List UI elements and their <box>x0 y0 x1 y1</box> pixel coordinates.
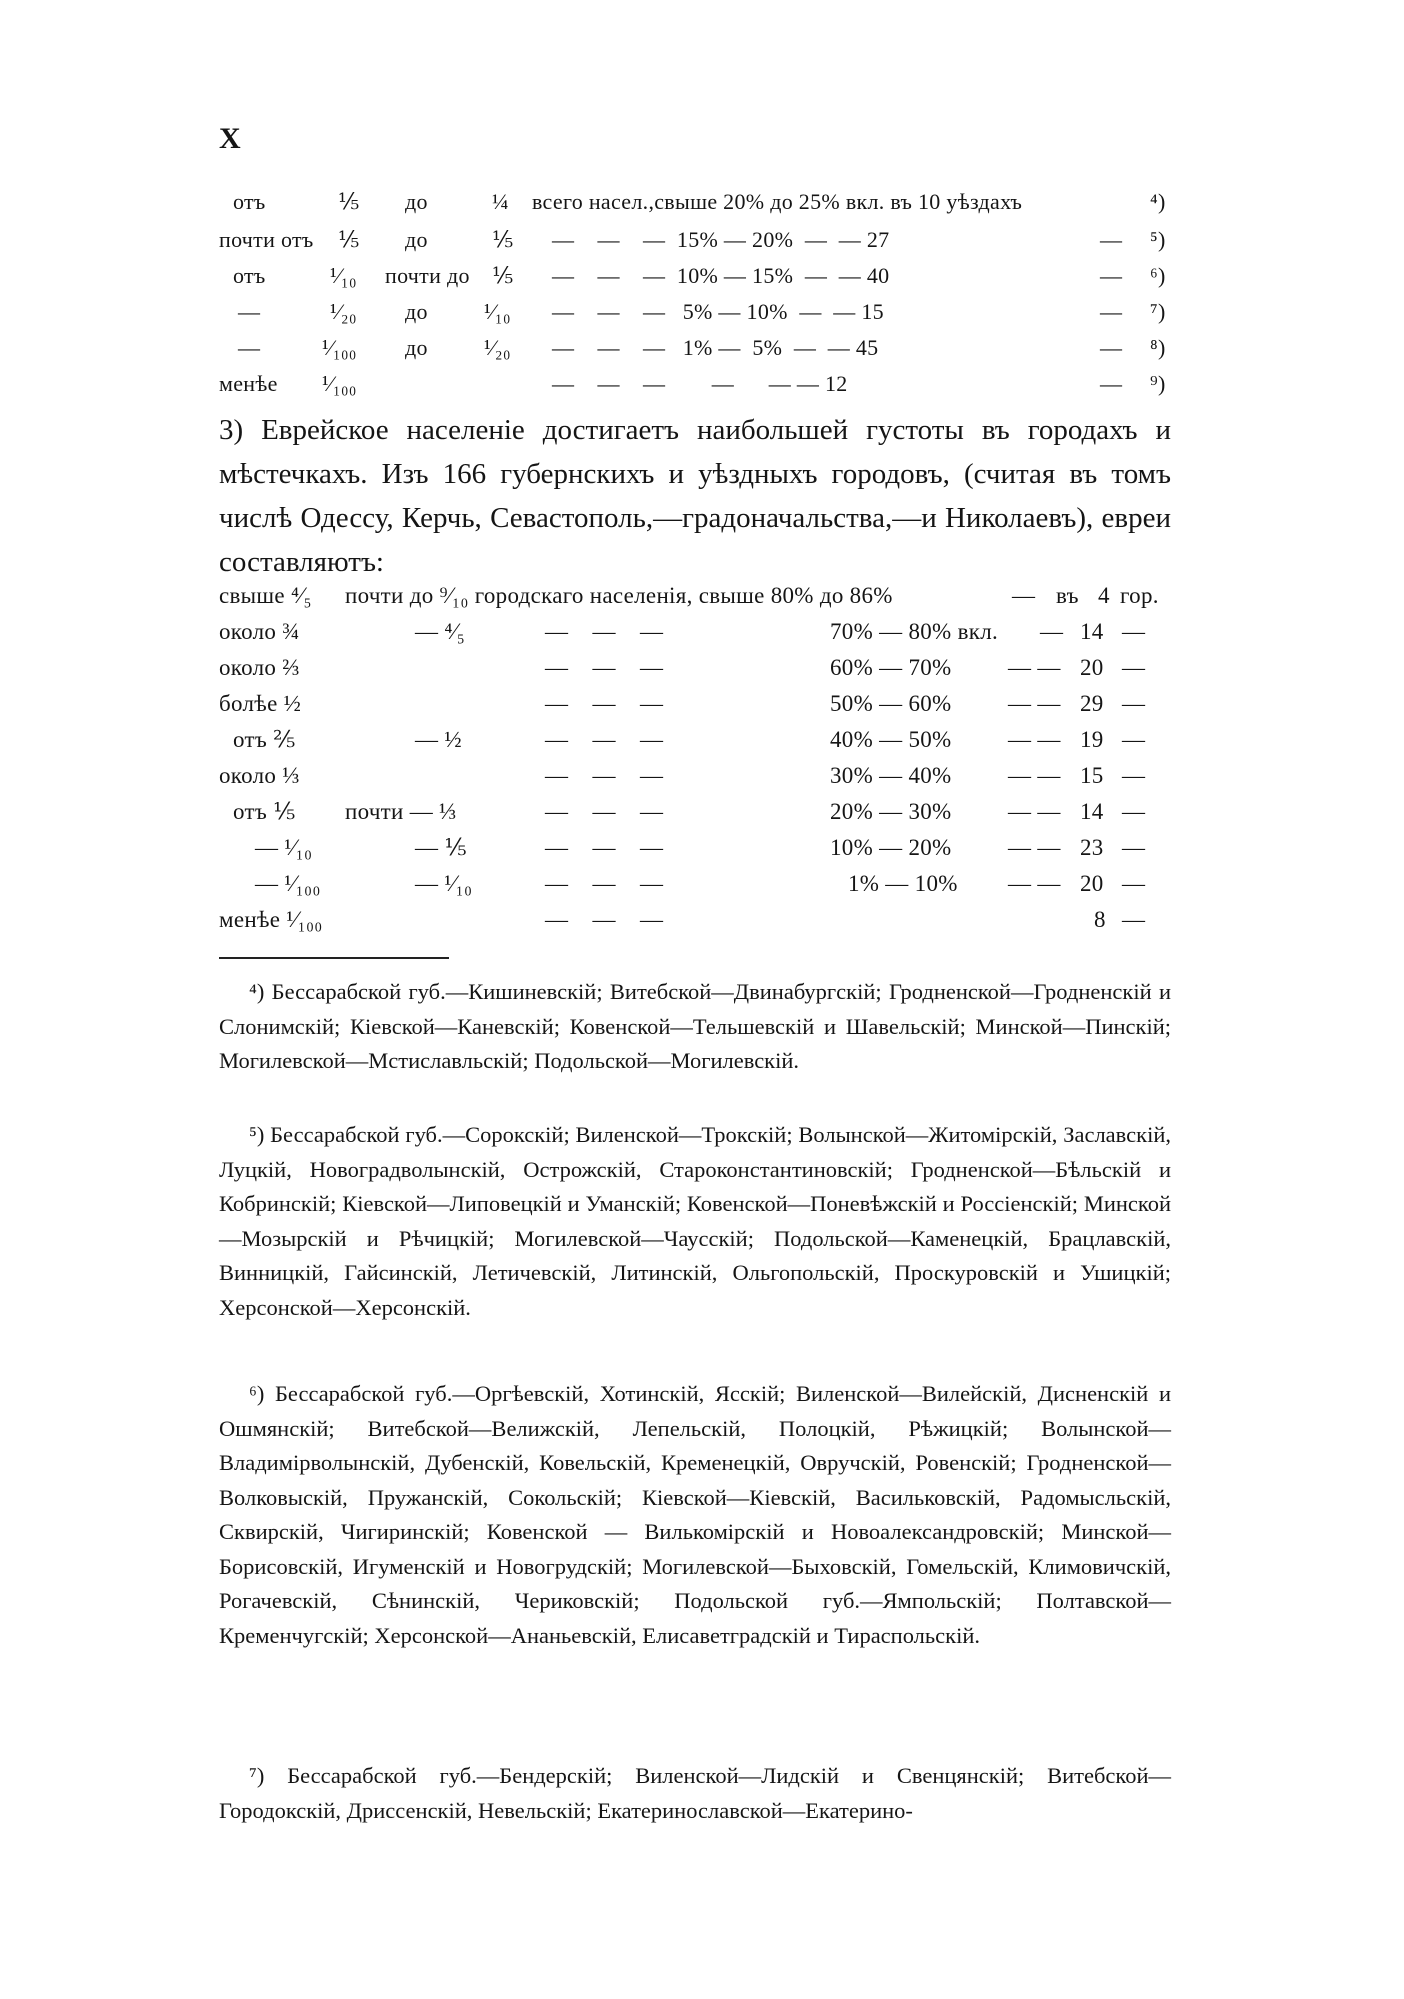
cell: до <box>405 299 428 324</box>
cell: около ¾ <box>219 619 300 644</box>
table-row <box>0 866 1404 902</box>
cell: ¹⁄₁₀₀ <box>322 335 357 360</box>
footnote-mark: ⁵) <box>249 1122 265 1147</box>
cell: 20% — 30% <box>830 799 952 824</box>
cell: 30% — 40% <box>830 763 952 788</box>
cell: — — — <box>545 799 664 824</box>
table-row <box>0 722 1404 758</box>
cell: — — <box>1008 727 1061 752</box>
cell: — — — 5% — 10% — — 15 <box>552 299 884 324</box>
cell: — — — <box>545 871 664 896</box>
cell: 14 <box>1080 619 1104 644</box>
cell: 40% — 50% <box>830 727 952 752</box>
table-row <box>0 650 1404 686</box>
cell: — <box>1122 763 1146 788</box>
cell: ⁵) <box>1150 227 1166 252</box>
cell: ⅕ <box>338 227 360 252</box>
cell: 29 <box>1080 691 1104 716</box>
footnote-5 <box>219 1118 1171 1325</box>
cell: ⅕ <box>492 263 514 288</box>
footnote-divider <box>219 957 449 959</box>
cell: менѣе ¹⁄₁₀₀ <box>219 907 323 932</box>
cell: — <box>1100 371 1123 396</box>
cell: — <box>1122 619 1146 644</box>
table-row <box>0 578 1404 614</box>
cell: — — — 15% — 20% — — 27 <box>552 227 890 252</box>
cell: — <box>1012 583 1036 608</box>
cell: — — <box>1008 691 1061 716</box>
cell: — <box>1100 335 1123 360</box>
cell: 15 <box>1080 763 1104 788</box>
cell: — ¹⁄₁₀ <box>415 871 473 896</box>
cell: — — <box>1008 655 1061 680</box>
cell: ⅕ <box>492 227 514 252</box>
cell: отъ <box>233 263 266 288</box>
cell: почти — ⅓ <box>345 799 457 824</box>
cell: 8 <box>1094 907 1106 932</box>
cell: болѣе ½ <box>219 691 302 716</box>
cell: отъ ⅖ <box>233 727 296 752</box>
cell: — <box>1100 263 1123 288</box>
cell: — — — 1% — 5% — — 45 <box>552 335 879 360</box>
cell: — — — — — — 12 <box>552 371 848 396</box>
cell: почти отъ <box>219 227 314 252</box>
table-row <box>0 184 1404 220</box>
cell: — <box>1122 799 1146 824</box>
cell: — <box>1122 655 1146 680</box>
cell: до <box>405 335 428 360</box>
cell: — — — 10% — 15% — — 40 <box>552 263 890 288</box>
footnote-text: Бессарабской губ.—Сорокскій; Виленской—Трокскій; Волынской—Житомірскій, Заславскій, Луцкій, Новоградволынскій, Острожскій, Староконстантиновскій; Гродненской—Бѣльскій и Кобринскій; Кіевской—Липовецкій и Уманскій; Ковенской—Поневѣжскій и Россіенскій; Минской—Мозырскій и Рѣчицкій; Могилевской—Чаусскій; Подольской—Каменецкій, Брацлавскій, Винницкій, Гайсинскій, Летичевскій, Литинскій, Ольгопольскій, Проскуровскій и Ушицкій; Херсонской—Херсонскій. <box>219 1122 1171 1320</box>
footnote-text: Бессарабской губ.—Бендерскій; Виленской—Лидскій и Свенцянскій; Витебской—Городокскій, Дриссенскій, Невельскій; Екатеринославской—Екатерино- <box>219 1763 1172 1823</box>
cell: — ⁴⁄₅ <box>415 619 466 644</box>
cell: — <box>1040 619 1064 644</box>
cell: ¹⁄₂₀ <box>330 299 357 324</box>
cell: — — <box>1008 799 1061 824</box>
table-row <box>0 794 1404 830</box>
table-row <box>0 222 1404 258</box>
footnote-text: Бессарабской губ.—Кишиневскій; Витебской—Двинабургскій; Гродненской—Гродненскій и Слонимскій; Кіевской—Каневскій; Ковенской—Тельшевскій и Шавельскій; Минской—Пинскій; Могилевской—Мстиславльскій; Подольской—Могилевскій. <box>219 979 1171 1073</box>
cell: ¹⁄₁₀₀ <box>322 371 357 396</box>
cell: отъ <box>233 189 266 214</box>
table-row <box>0 902 1404 938</box>
section-paragraph <box>219 408 1171 584</box>
cell: свыше ⁴⁄₅ <box>219 583 312 608</box>
cell: ⁹) <box>1150 371 1166 396</box>
cell: — — — <box>545 907 664 932</box>
cell: до <box>405 189 428 214</box>
cell: ¹⁄₁₀ <box>330 263 357 288</box>
cell: — <box>1122 871 1146 896</box>
cell: — — — <box>545 763 664 788</box>
table-row <box>0 686 1404 722</box>
cell: — — — <box>545 691 664 716</box>
footnote-6 <box>219 1377 1171 1653</box>
cell: — — <box>1008 835 1061 860</box>
paragraph-text: 3) Еврейское населеніе достигаетъ наибольшей густоты въ городахъ и мѣстечкахъ. Изъ 166 губернскихъ и уѣздныхъ городовъ, (считая въ томъ числѣ Одессу, Керчь, Севастополь,—градоначальства,—и Николаевъ), евреи составляютъ: <box>219 414 1171 578</box>
cell: — ¹⁄₁₀ <box>255 835 313 860</box>
cell: — <box>1100 299 1123 324</box>
table-row <box>0 258 1404 294</box>
cell: всего насел.,свыше 20% до 25% вкл. въ 10 уѣздахъ <box>532 189 1023 214</box>
cell: 14 <box>1080 799 1104 824</box>
cell: ⅕ <box>338 189 360 214</box>
footnote-4 <box>219 975 1171 1079</box>
cell: — — <box>1008 871 1061 896</box>
cell: — — — <box>545 655 664 680</box>
cell: ⁴) <box>1150 189 1166 214</box>
cell: — — — <box>545 835 664 860</box>
cell: 19 <box>1080 727 1104 752</box>
cell: — <box>238 299 261 324</box>
cell: около ⅓ <box>219 763 300 788</box>
cell: 1% — 10% <box>848 871 958 896</box>
cell: — — — <box>545 619 664 644</box>
table-row <box>0 366 1404 402</box>
cell: въ <box>1056 583 1079 608</box>
cell: — <box>1100 227 1123 252</box>
cell: до <box>405 227 428 252</box>
table-row <box>0 614 1404 650</box>
footnote-text: Бессарабской губ.—Оргѣевскій, Хотинскій, Ясскій; Виленской—Вилейскій, Дисненскій и Ошмянскій; Витебской—Велижскій, Лепельскій, Полоцкій, Рѣжицкій; Волынской—Владимірволынскій, Дубенскій, Ковельскій, Кременецкій, Овручскій, Ровенскій; Гродненской—Волковыскій, Пружанскій, Сокольскій; Кіевской—Кіевскій, Васильковскій, Радомысльскій, Сквирскій, Чигиринскій; Ковенской — Вилькомірскій и Новоалександровскій; Минской—Борисовскій, Игуменскій и Новогрудскій; Могилевской—Быховскій, Гомельскій, Климовичскій, Рогачевскій, Сѣнинскій, Чериковскій; Подольской губ.—Ямпольскій; Полтавской—Кременчугскій; Херсонской—Ананьевскій, Елисаветградскій и Тираспольскій. <box>219 1381 1171 1648</box>
cell: ⁶) <box>1150 263 1166 288</box>
cell: гор. <box>1120 583 1159 608</box>
table-row <box>0 758 1404 794</box>
cell: 60% — 70% <box>830 655 952 680</box>
cell: — <box>238 335 261 360</box>
cell: — — <box>1008 763 1061 788</box>
cell: 50% — 60% <box>830 691 952 716</box>
cell: — <box>1122 835 1146 860</box>
cell: ¼ <box>492 189 509 214</box>
table-row <box>0 830 1404 866</box>
cell: — ⅕ <box>415 835 467 860</box>
cell: 23 <box>1080 835 1104 860</box>
footnote-mark: ⁶) <box>249 1381 265 1406</box>
cell: 70% — 80% вкл. <box>830 619 999 644</box>
page-number: X <box>219 122 241 155</box>
cell: 20 <box>1080 871 1104 896</box>
cell: ⁷) <box>1150 299 1166 324</box>
cell: ¹⁄₁₀ <box>484 299 511 324</box>
cell: отъ ⅕ <box>233 799 296 824</box>
cell: — <box>1122 727 1146 752</box>
cell: — — — <box>545 727 664 752</box>
cell: почти до ⁹⁄₁₀ городскаго населенія, свыше 80% до 86% <box>345 583 893 608</box>
cell: — <box>1122 907 1146 932</box>
cell: 20 <box>1080 655 1104 680</box>
cell: — <box>1122 691 1146 716</box>
footnote-mark: ⁷) <box>249 1763 265 1788</box>
cell: около ⅔ <box>219 655 300 680</box>
cell: ⁸) <box>1150 335 1166 360</box>
cell: 10% — 20% <box>830 835 952 860</box>
cell: ¹⁄₂₀ <box>484 335 511 360</box>
cell: — ¹⁄₁₀₀ <box>255 871 321 896</box>
footnote-7 <box>219 1759 1171 1828</box>
cell: менѣе <box>219 371 278 396</box>
cell: почти до <box>385 263 470 288</box>
footnote-mark: ⁴) <box>249 979 265 1004</box>
cell: 4 <box>1098 583 1110 608</box>
table-row <box>0 294 1404 330</box>
cell: — ½ <box>415 727 462 752</box>
table-row <box>0 330 1404 366</box>
